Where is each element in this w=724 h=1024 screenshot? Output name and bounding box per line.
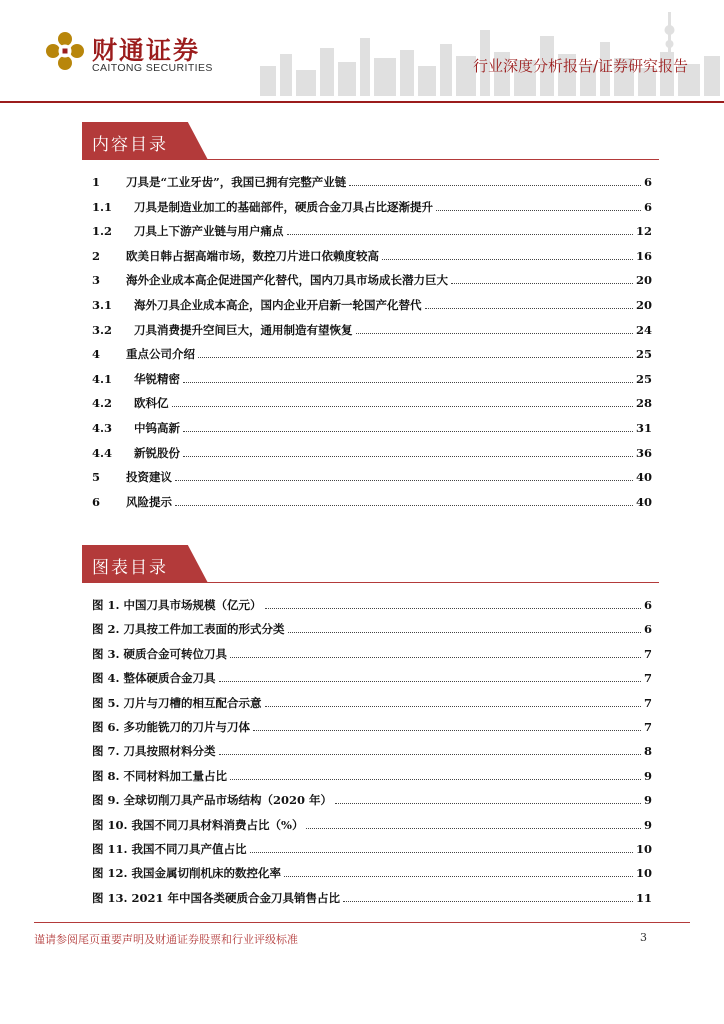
figure-entry-title: 图 9. 全球切削刀具产品市场结构（2020 年）	[92, 793, 333, 807]
header-divider	[0, 101, 724, 103]
toc-leader-dots	[183, 456, 633, 457]
toc-entry-title: 海外企业成本高企促进国产化替代，国内刀具市场成长潜力巨大	[126, 273, 448, 287]
figures-banner-rule	[200, 582, 659, 583]
toc-entry[interactable]	[92, 319, 652, 337]
toc-entry-number: 6	[92, 495, 101, 509]
toc-leader-dots	[175, 480, 633, 481]
toc-entry[interactable]	[92, 491, 652, 509]
figure-entry-page: 7	[643, 671, 652, 685]
figure-leader-dots	[288, 632, 641, 633]
toc-leader-dots	[356, 333, 633, 334]
figure-entry[interactable]	[92, 838, 652, 856]
toc-leader-dots	[183, 431, 633, 432]
page-number: 3	[640, 931, 647, 944]
figure-entry[interactable]	[92, 887, 652, 905]
toc-entry[interactable]	[92, 171, 652, 189]
toc-entry-page: 25	[635, 372, 652, 386]
figure-entry-title: 图 13. 2021 年中国各类硬质合金刀具销售占比	[92, 891, 341, 905]
figure-entry[interactable]	[92, 789, 652, 807]
figure-entry-page: 10	[635, 842, 652, 856]
figure-entry-page: 7	[643, 720, 652, 734]
toc-leader-dots	[183, 382, 633, 383]
figure-leader-dots	[219, 754, 641, 755]
toc-entry[interactable]	[92, 269, 652, 287]
toc-entry-title: 海外刀具企业成本高企，国内企业开启新一轮国产化替代	[134, 298, 422, 312]
toc-entry[interactable]	[92, 417, 652, 435]
toc-entry[interactable]	[92, 294, 652, 312]
toc-entry-title: 刀具上下游产业链与用户痛点	[134, 224, 284, 238]
toc-leader-dots	[451, 283, 633, 284]
toc-entry-number: 4.1	[92, 372, 113, 386]
figure-leader-dots	[306, 828, 641, 829]
toc-section-title: 内容目录	[92, 135, 168, 155]
toc-entry-page: 24	[635, 323, 652, 337]
figure-entry[interactable]	[92, 716, 652, 734]
footer-divider	[34, 922, 690, 923]
figure-entry-page: 7	[643, 696, 652, 710]
figure-entry[interactable]	[92, 692, 652, 710]
figure-entry[interactable]	[92, 814, 652, 832]
figure-entry-page: 7	[643, 647, 652, 661]
toc-entry-page: 20	[635, 273, 652, 287]
toc-entry-page: 25	[635, 347, 652, 361]
toc-entry-number: 4.3	[92, 421, 113, 435]
toc-entry-number: 1.2	[92, 224, 113, 238]
toc-banner-rule	[200, 159, 659, 160]
toc-entry-title: 风险提示	[126, 495, 172, 509]
figure-entry-title: 图 12. 我国金属切削机床的数控化率	[92, 866, 282, 880]
toc-entry-page: 16	[635, 249, 652, 263]
toc-entry[interactable]	[92, 220, 652, 238]
figure-leader-dots	[343, 901, 633, 902]
figure-entry[interactable]	[92, 667, 652, 685]
figure-entry-title: 图 11. 我国不同刀具产值占比	[92, 842, 247, 856]
figure-entry-title: 图 2. 刀具按工件加工表面的形式分类	[92, 622, 285, 636]
toc-leader-dots	[382, 259, 633, 260]
figure-leader-dots	[265, 608, 641, 609]
toc-entry-title: 刀具是制造业加工的基础部件，硬质合金刀具占比逐渐提升	[134, 200, 433, 214]
figure-entry-page: 11	[635, 891, 652, 905]
city-skyline-watermark	[250, 8, 724, 96]
toc-entry-title: 新锐股份	[134, 446, 180, 460]
toc-entry-page: 31	[635, 421, 652, 435]
figure-entry[interactable]	[92, 862, 652, 880]
toc-entry-page: 20	[635, 298, 652, 312]
toc-entry[interactable]	[92, 442, 652, 460]
figure-entry[interactable]	[92, 740, 652, 758]
toc-entry-number: 4	[92, 347, 101, 361]
toc-leader-dots	[172, 406, 633, 407]
toc-entry-page: 28	[635, 396, 652, 410]
figure-entry-title: 图 3. 硬质合金可转位刀具	[92, 647, 228, 661]
toc-entry-page: 40	[635, 470, 652, 484]
figure-entry-title: 图 5. 刀片与刀槽的相互配合示意	[92, 696, 262, 710]
figure-entry-title: 图 8. 不同材料加工量占比	[92, 769, 228, 783]
figure-entry[interactable]	[92, 594, 652, 612]
toc-entry[interactable]	[92, 466, 652, 484]
toc-leader-dots	[349, 185, 641, 186]
toc-entry-title: 华锐精密	[134, 372, 180, 386]
figure-leader-dots	[265, 706, 641, 707]
toc-entry-title: 刀具是“工业牙齿”，我国已拥有完整产业链	[126, 175, 347, 189]
toc-entry-title: 重点公司介绍	[126, 347, 195, 361]
toc-entry[interactable]	[92, 343, 652, 361]
figure-leader-dots	[219, 681, 641, 682]
figure-entry-page: 10	[635, 866, 652, 880]
toc-entry-page: 40	[635, 495, 652, 509]
toc-entry-number: 4.4	[92, 446, 113, 460]
toc-entry-number: 5	[92, 470, 101, 484]
figure-entry-page: 9	[643, 818, 652, 832]
figure-leader-dots	[230, 779, 641, 780]
figure-entry-title: 图 7. 刀具按照材料分类	[92, 744, 216, 758]
figure-leader-dots	[253, 730, 641, 731]
figure-entry-title: 图 10. 我国不同刀具材料消费占比（%）	[92, 818, 304, 832]
toc-entry-number: 4.2	[92, 396, 113, 410]
toc-entry-title: 刀具消费提升空间巨大，通用制造有望恢复	[134, 323, 353, 337]
figure-leader-dots	[250, 852, 633, 853]
figure-entry-page: 6	[643, 622, 652, 636]
figure-entry-page: 9	[643, 769, 652, 783]
toc-entry-number: 3.2	[92, 323, 113, 337]
toc-entry-title: 欧美日韩占据高端市场，数控刀片进口依赖度较高	[126, 249, 379, 263]
report-type-label: 行业深度分析报告/证券研究报告	[472, 57, 688, 75]
figure-leader-dots	[284, 876, 633, 877]
toc-entry-number: 1.1	[92, 200, 113, 214]
toc-entry-number: 3.1	[92, 298, 113, 312]
figure-entry[interactable]	[92, 618, 652, 636]
figure-leader-dots	[230, 657, 641, 658]
toc-entry-title: 欧科亿	[134, 396, 169, 410]
page-header	[0, 0, 724, 104]
toc-entry[interactable]	[92, 368, 652, 386]
toc-entry[interactable]	[92, 196, 652, 214]
toc-entry[interactable]	[92, 245, 652, 263]
toc-leader-dots	[198, 357, 633, 358]
toc-entry-page: 6	[643, 175, 652, 189]
toc-entry-number: 1	[92, 175, 101, 189]
toc-entry-title: 投资建议	[126, 470, 172, 484]
toc-section-banner	[82, 122, 659, 162]
toc-entry[interactable]	[92, 392, 652, 410]
toc-entry-page: 6	[643, 200, 652, 214]
figure-entry[interactable]	[92, 765, 652, 783]
figures-section-title: 图表目录	[92, 558, 168, 578]
toc-entry-page: 12	[635, 224, 652, 238]
figure-entry-title: 图 6. 多功能铣刀的刀片与刀体	[92, 720, 251, 734]
figures-section-banner	[82, 545, 659, 585]
figure-entry-title: 图 1. 中国刀具市场规模（亿元）	[92, 598, 262, 612]
brand-name-cn: 财通证券	[92, 36, 201, 65]
figure-entry[interactable]	[92, 643, 652, 661]
toc-leader-dots	[287, 234, 633, 235]
caitong-logo-icon	[44, 30, 86, 72]
figure-entry-page: 9	[643, 793, 652, 807]
toc-leader-dots	[425, 308, 633, 309]
toc-entry-page: 36	[635, 446, 652, 460]
toc-leader-dots	[175, 505, 633, 506]
toc-entry-number: 3	[92, 273, 101, 287]
figure-leader-dots	[335, 803, 641, 804]
toc-leader-dots	[436, 210, 641, 211]
figure-entry-title: 图 4. 整体硬质合金刀具	[92, 671, 216, 685]
toc-entry-number: 2	[92, 249, 101, 263]
toc-entry-title: 中钨高新	[134, 421, 180, 435]
figure-entry-page: 6	[643, 598, 652, 612]
figure-entry-page: 8	[643, 744, 652, 758]
brand-name-en: CAITONG SECURITIES	[92, 62, 213, 74]
footer-disclaimer: 谨请参阅尾页重要声明及财通证券股票和行业评级标准	[34, 933, 298, 946]
